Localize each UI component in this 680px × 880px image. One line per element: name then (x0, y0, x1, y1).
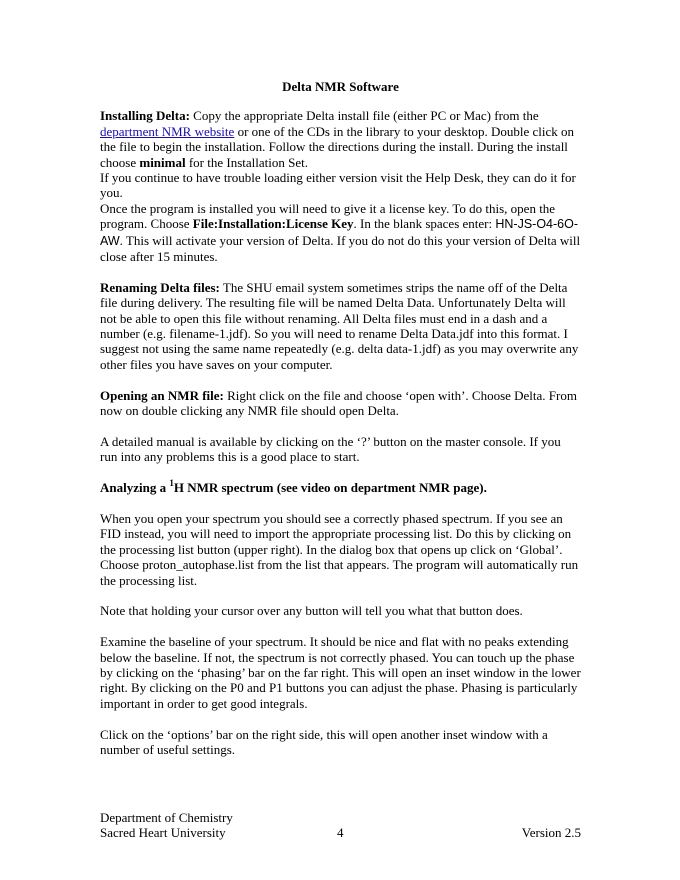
license-paragraph: Once the program is installed you will need to give it a license key. To do this, open the program. Choose File:Installation:License Key. In the blank spaces enter: HN-JS-O4-6O-AW. This will activate your version of Delta. If you do not do this your version of Delta will close after 15 minutes. (100, 200, 581, 265)
footer-department: Department of Chemistry (100, 810, 233, 825)
baseline-paragraph: Examine the baseline of your spectrum. It should be nice and flat with no peaks extending below the baseline. If not, the spectrum is not correctly phased. You can touch up the phase by clicking on the ‘phasing’ bar on the far right. This will open an inset window in the lower right. By clicking on the P0 and P1 buttons you can adjust the phase. Phasing is particularly important in order to get good integrals. (100, 634, 581, 711)
opening-heading: Opening an NMR file: (100, 387, 224, 403)
document-body (100, 79, 581, 757)
footer-version: Version 2.5 (521, 825, 581, 841)
license-key: HN-JS-O4-6O-AW (100, 217, 579, 248)
installing-paragraph: Installing Delta: Copy the appropriate Delta install file (either PC or Mac) from the department NMR website or one of the CDs in the library to your desktop. Double click on the file to begin the installation. Follow the directions during the install. During the install choose minimal for the Installation Set. (100, 108, 575, 170)
footer-institution (100, 810, 233, 841)
footer-university: Sacred Heart University (100, 825, 226, 841)
trouble-paragraph: If you continue to have trouble loading either version visit the Help Desk, they can do it for you. (100, 170, 576, 201)
analyzing-heading: Analyzing a $^1$H NMR spectrum (see video on department NMR page). (100, 477, 487, 496)
opening-paragraph: Opening an NMR file: Right click on the file and choose ‘open with’. Choose Delta. From now on double clicking any NMR file should open Delta. (100, 387, 577, 419)
minimal-option: minimal (139, 154, 186, 170)
license-menu-path: File:Installation:License Key (192, 216, 354, 232)
options-paragraph: Click on the ‘options’ bar on the right side, this will open another inset window with a number of useful settings. (100, 726, 548, 757)
footer-page-number: 4 (337, 825, 344, 841)
hover-paragraph: Note that holding your cursor over any button will tell you what that button does. (100, 603, 523, 619)
page-footer (100, 810, 581, 842)
manual-paragraph: A detailed manual is available by clicking on the ‘?’ button on the master console. If you run into any problems this is a good place to start. (100, 433, 561, 465)
fid-paragraph: When you open your spectrum you should see a correctly phased spectrum. If you see an FID instead, you will need to import the appropriate processing list. Do this by clicking on the processing list button (upper right). In the dialog box that opens up click on ‘Global’. Choose proton_autophase.list from the list that appears. The program will automatically run the processing list. (100, 510, 579, 588)
renaming-paragraph: Renaming Delta files: The SHU email system sometimes strips the name off of the Delta file during delivery. The resulting file will be named Delta Data. Unfortunately Delta will not be able to open this file without renaming. All Delta files must end in a dash and a number (e.g. filename-1.jdf). So you will need to rename Delta Data.jdf into this format. I suggest not using the same name repeatedly (e.g. delta data-1.jdf) as you may overwrite any other files you have saves on your computer. (100, 279, 579, 372)
document-title: Delta NMR Software (282, 79, 399, 94)
installing-heading: Installing Delta: (100, 108, 190, 124)
department-nmr-website-link[interactable]: department NMR website (100, 123, 235, 139)
renaming-heading: Renaming Delta files: (100, 279, 220, 295)
